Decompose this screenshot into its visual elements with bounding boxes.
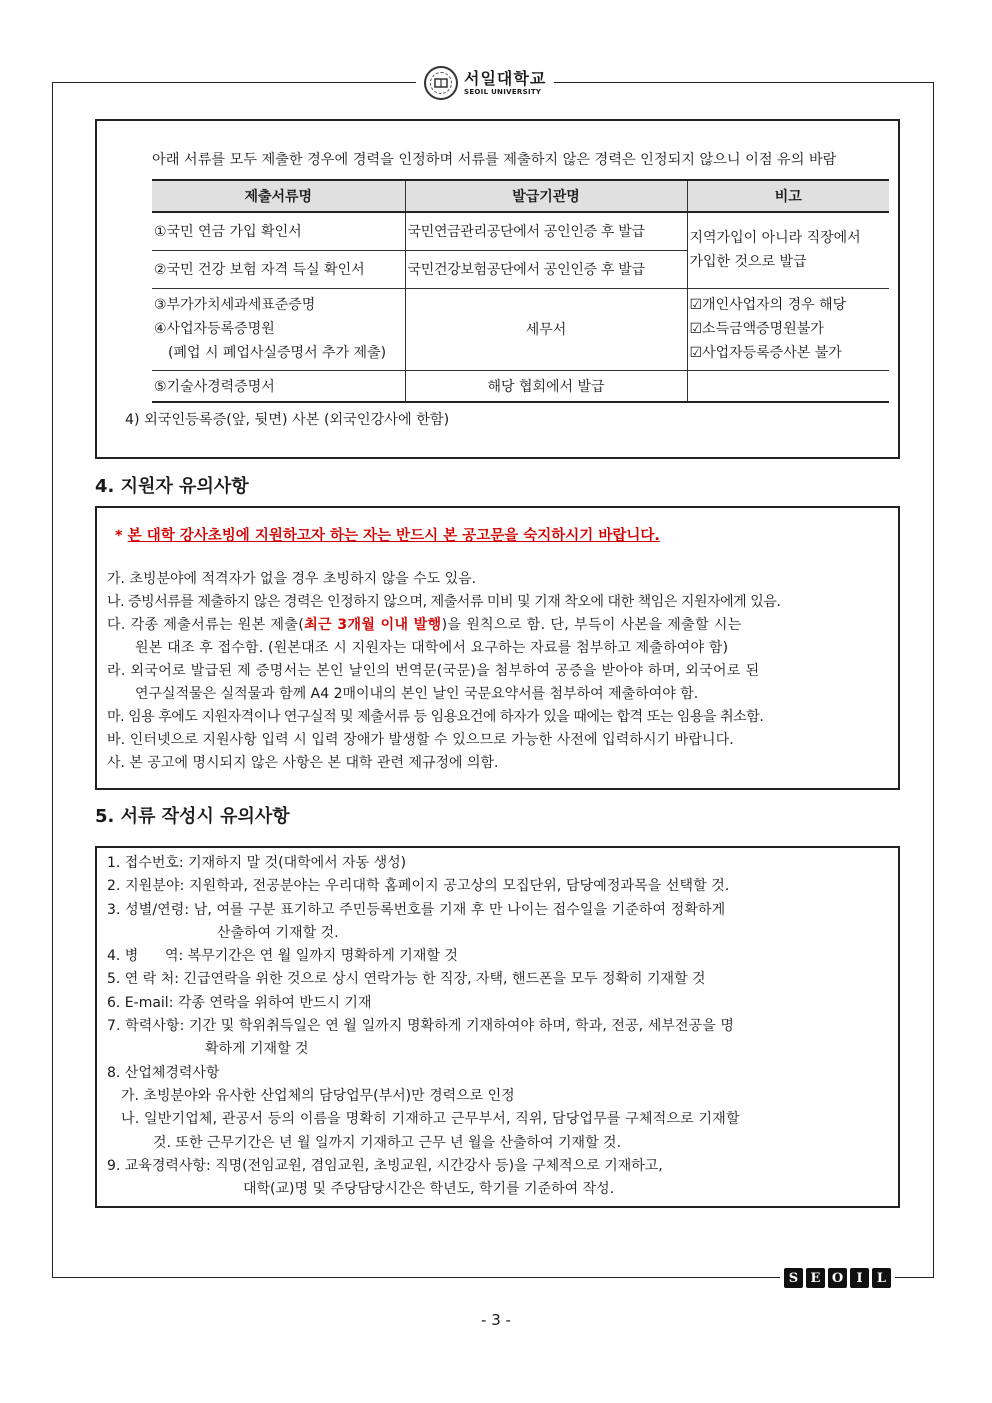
table-cell-note bbox=[687, 212, 889, 288]
list-item: 8. 산업체경력사항 bbox=[107, 1064, 220, 1081]
list-item-continued: 연구실적물은 실적물과 함께 A4 2매이내의 본인 날인 국문요약서를 첨부하여 제출하여야 함. bbox=[135, 686, 699, 702]
column-header: 제출서류명 bbox=[152, 180, 405, 212]
writing-cautions-box bbox=[95, 846, 900, 1208]
list-item: 2. 지원분야: 지원학과, 전공분야는 우리대학 홈페이지 공고상의 모집단위, 담당예정과목을 선택할 것. bbox=[107, 878, 730, 895]
note-check-line: ☑소득금액증명원불가 bbox=[689, 321, 824, 337]
documents-table bbox=[152, 179, 889, 403]
list-item: 1. 접수번호: 기재하지 말 것(대학에서 자동 생성) bbox=[107, 855, 407, 871]
section-5-title: 5. 서류 작성시 유의사항 bbox=[95, 806, 290, 827]
table-cell bbox=[152, 288, 405, 370]
badge-letter: L bbox=[872, 1268, 891, 1288]
list-item: 가. 초빙분야에 적격자가 없을 경우 초빙하지 않을 수도 있음. bbox=[107, 571, 477, 587]
table-cell: ①국민 연금 가입 확인서 bbox=[152, 212, 405, 250]
table-row bbox=[152, 288, 889, 370]
logo-english: SEOIL UNIVERSITY bbox=[464, 87, 542, 96]
list-item: 마. 임용 후에도 지원자격이나 연구실적 및 제출서류 등 임용요건에 하자가 있을 때에는 합격 또는 임용을 취소함. bbox=[107, 709, 764, 725]
notice-mark: * bbox=[115, 528, 123, 544]
doc-line: ③부가가치세과세표준증명 bbox=[154, 297, 316, 313]
list-item-continued: 대학(교)명 및 주당담당시간은 학년도, 학기를 기준하여 작성. bbox=[243, 1181, 615, 1198]
list-item: 사. 본 공고에 명시되지 않은 사항은 본 대학 관련 제규정에 의함. bbox=[107, 755, 499, 771]
column-header: 발급기관명 bbox=[405, 180, 687, 212]
list-item: 7. 학력사항: 기간 및 학위취득일은 연 월 일까지 명확하게 기재하여야 하며, 학과, 전공, 세부전공을 명 bbox=[107, 1018, 735, 1035]
university-seal-icon bbox=[424, 66, 458, 100]
badge-letter: O bbox=[828, 1268, 847, 1288]
list-item: 4. 병 역: 복무기간은 연 월 일까지 명확하게 기재할 것 bbox=[107, 948, 458, 965]
item-text: )을 원칙으로 함. 단, 부득이 사본을 제출할 시는 bbox=[441, 617, 742, 633]
sub-list-item: 나. 일반기업체, 관공서 등의 이름을 명확히 기재하고 근무부서, 직위, 담당업무를 구체적으로 기재할 bbox=[121, 1111, 740, 1128]
table-cell-note bbox=[687, 288, 889, 370]
note-line: 지역가입이 아니라 직장에서 bbox=[689, 230, 861, 247]
logo-korean: 서일대학교 bbox=[464, 68, 547, 88]
table-cell: ②국민 건강 보험 자격 득실 확인서 bbox=[152, 250, 405, 288]
column-header: 비고 bbox=[687, 180, 889, 212]
list-item bbox=[107, 614, 898, 637]
sub-list-item-continued: 것. 또한 근무기간은 년 월 일까지 기재하고 근무 년 월을 산출하여 기재할 것. bbox=[153, 1134, 622, 1151]
list-item: 3. 성별/연령: 남, 여를 구분 표기하고 주민등록번호를 기재 후 만 나이는 접수일을 기준하여 정확하게 bbox=[107, 901, 726, 918]
table-cell: 국민건강보험공단에서 공인인증 후 발급 bbox=[405, 250, 687, 288]
note-check-line: ☑사업자등록증사본 불가 bbox=[689, 345, 842, 361]
note-check-line: ☑개인사업자의 경우 해당 bbox=[689, 297, 847, 313]
table-cell: ⑤기술사경력증명서 bbox=[152, 370, 405, 402]
section-4-title: 4. 지원자 유의사항 bbox=[95, 476, 249, 497]
note-line: 가입한 것으로 발급 bbox=[689, 254, 807, 271]
doc-line: (폐업 시 폐업사실증명서 추가 제출) bbox=[168, 345, 387, 361]
badge-letter: I bbox=[850, 1268, 869, 1288]
foreign-document-note: 4) 외국인등록증(앞, 뒷면) 사본 (외국인강사에 한함) bbox=[125, 412, 450, 428]
list-item-continued: 원본 대조 후 접수함. (원본대조 시 지원자는 대학에서 요구하는 자료를 첨부하고 제출하여야 함) bbox=[135, 640, 729, 656]
table-cell: 해당 협회에서 발급 bbox=[405, 370, 687, 402]
university-logo bbox=[416, 64, 554, 102]
list-item: 바. 인터넷으로 지원사항 입력 시 입력 장애가 발생할 수 있으므로 가능한 사전에 입력하시기 바랍니다. bbox=[107, 732, 734, 748]
caution-list bbox=[107, 568, 898, 775]
doc-line: ④사업자등록증명원 bbox=[154, 321, 275, 337]
sub-list-item: 가. 초빙분야와 유사한 산업체의 담당업무(부서)만 경력으로 인정 bbox=[121, 1087, 515, 1104]
table-row bbox=[152, 370, 889, 402]
list-item: 나. 증빙서류를 제출하지 않은 경력은 인정하지 않으며, 제출서류 미비 및 기재 착오에 대한 책임은 지원자에게 있음. bbox=[107, 594, 781, 610]
list-item: 6. E-mail: 각종 연락을 위하여 반드시 기재 bbox=[107, 994, 372, 1011]
documents-intro: 아래 서류를 모두 제출한 경우에 경력을 인정하며 서류를 제출하지 않은 경력은 인정되지 않으니 이점 유의 바람 bbox=[152, 152, 837, 168]
table-row bbox=[152, 212, 889, 250]
table-cell bbox=[687, 370, 889, 402]
list-item: 9. 교육경력사항: 직명(전임교원, 겸임교원, 초빙교원, 시간강사 등)을 구체적으로 기재하고, bbox=[107, 1157, 663, 1174]
writing-list bbox=[107, 852, 898, 1201]
highlight-text: 최근 3개월 이내 발행 bbox=[304, 617, 442, 633]
badge-letter: E bbox=[806, 1268, 825, 1288]
page-number: - 3 - bbox=[481, 1311, 511, 1329]
list-item: 라. 외국어로 발급된 제 증명서는 본인 날인의 번역문(국문)을 첨부하여 공증을 받아야 하며, 외국어로 된 bbox=[107, 663, 760, 679]
seoil-badge bbox=[780, 1268, 895, 1290]
list-item-continued: 산출하여 기재할 것. bbox=[217, 924, 339, 941]
notice-text: 본 대학 강사초빙에 지원하고자 하는 자는 반드시 본 공고문을 숙지하시기 바랍니다. bbox=[127, 528, 660, 544]
documents-box bbox=[95, 119, 900, 459]
list-item-continued: 확하게 기재할 것 bbox=[205, 1041, 309, 1058]
table-cell: 국민연금관리공단에서 공인인증 후 발급 bbox=[405, 212, 687, 250]
applicant-cautions-box bbox=[95, 506, 900, 790]
table-header-row bbox=[152, 180, 889, 212]
notice-line bbox=[115, 524, 660, 545]
list-item: 5. 연 락 처: 긴급연락을 위한 것으로 상시 연락가능 한 직장, 자택, 핸드폰을 모두 정확히 기재할 것 bbox=[107, 971, 706, 988]
item-text: 다. 각종 제출서류는 원본 제출( bbox=[107, 617, 305, 633]
table-cell: 세무서 bbox=[405, 288, 687, 370]
badge-letter: S bbox=[784, 1268, 803, 1288]
